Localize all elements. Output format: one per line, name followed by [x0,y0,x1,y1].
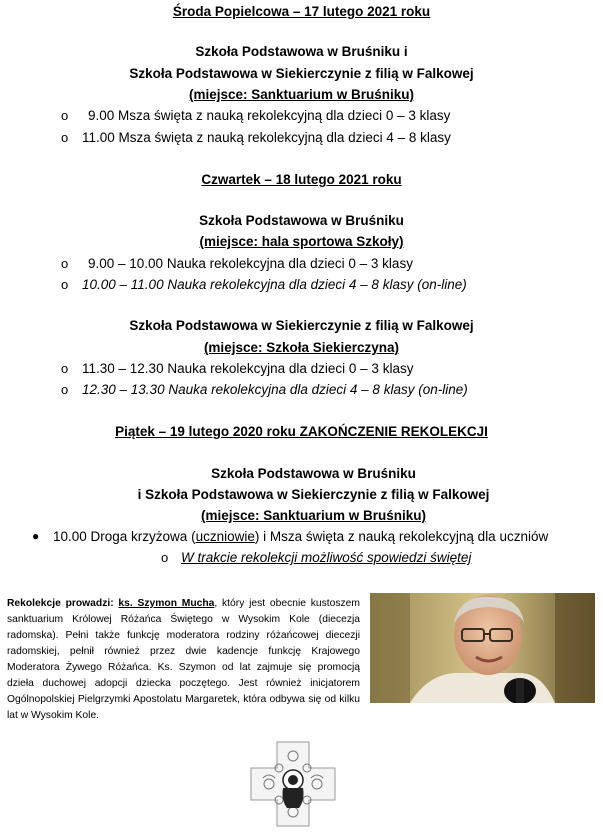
day3-school-line1: Szkoła Podstawowa w Bruśniku [211,466,416,481]
day2-group2-item-1: 11.30 – 12.30 Nauka rekolekcyjna dla dzieci 0 – 3 klasy [82,361,414,376]
day1-title: Środa Popielcowa – 17 lutego 2021 roku [172,4,431,19]
retreat-leader-bio [7,596,360,724]
list-bullet-circle: o [61,256,69,271]
day1-school-line1: Szkoła Podstawowa w Bruśniku i [195,44,408,59]
bio-lead: Rekolekcje prowadzi: [7,598,114,609]
day3-school-line2: i Szkoła Podstawowa w Siekierczynie z filią w Falkowej [137,487,490,502]
day1-place: (miejsce: Sanktuarium w Bruśniku) [188,87,415,102]
day3-item-underlined: uczniowie [195,529,255,544]
day2-group2-item-2: 12.30 – 13.30 Nauka rekolekcyjna dla dzieci 4 – 8 klasy (on-line) [82,382,468,397]
day3-item-pre: 10.00 Droga krzyżowa ( [53,529,196,544]
day2-group1-place: (miejsce: hala sportowa Szkoły) [199,234,404,249]
emblem-cross-icon [247,738,339,830]
day2-title: Czwartek – 18 lutego 2021 roku [201,172,402,187]
day2-group1-school: Szkoła Podstawowa w Bruśniku [199,213,404,228]
bio-name: ks. Szymon Mucha [118,598,215,609]
bio-text: , który jest obecnie kustoszem sanktuarium Królowej Różańca Świętego w Wysokim Kole (diecezja radomska). Pełni także funkcję moderatora rodziny różańcowej diecezji radomskiej, pełnił również przez dwie kadencje funkcję Krajowego Moderatora Żywego Różańca. Ks. Szymon od lat zajmuje się promocją dzieła duchowej adopcji dziecka poczętego. Jest również inicjatorem Ogólnopolskiej Pielgrzymki Apostolatu Margaretek, która odbywa się od kilku lat w Wysokim Kole. [7,598,360,721]
day2-group1-item-1: 9.00 – 10.00 Nauka rekolekcyjna dla dzieci 0 – 3 klasy [88,256,413,271]
day2-group2-school: Szkoła Podstawowa w Siekierczynie z filią w Falkowej [129,318,474,333]
list-bullet-circle: o [161,550,169,565]
day3-item-post: ) i Msza święta z nauką rekolekcyjną dla uczniów [254,529,549,544]
confession-note: W trakcie rekolekcji możliwość spowiedzi świętej [181,550,472,565]
list-bullet-circle: o [61,361,69,376]
day1-school-line2: Szkoła Podstawowa w Siekierczynie z filią w Falkowej [129,66,474,81]
priest-photo [370,593,595,703]
day1-item-1: 9.00 Msza święta z nauką rekolekcyjną dla dzieci 0 – 3 klasy [88,108,451,123]
list-bullet-circle: o [61,108,69,123]
day2-group1-item-2: 10.00 – 11.00 Nauka rekolekcyjna dla dzieci 4 – 8 klasy (on-line) [82,277,467,292]
day1-item-2: 11.00 Msza święta z nauką rekolekcyjną dla dzieci 4 – 8 klasy [82,130,451,145]
list-bullet-dot: ● [32,529,40,543]
list-bullet-circle: o [61,130,69,145]
day3-place: (miejsce: Sanktuarium w Bruśniku) [200,508,427,523]
day3-item [53,529,548,544]
day3-title: Piątek – 19 lutego 2020 roku ZAKOŃCZENIE REKOLEKCJI [115,424,488,439]
day2-group2-place: (miejsce: Szkoła Siekierczyna) [203,340,400,355]
list-bullet-circle: o [61,382,69,397]
list-bullet-circle: o [61,277,69,292]
